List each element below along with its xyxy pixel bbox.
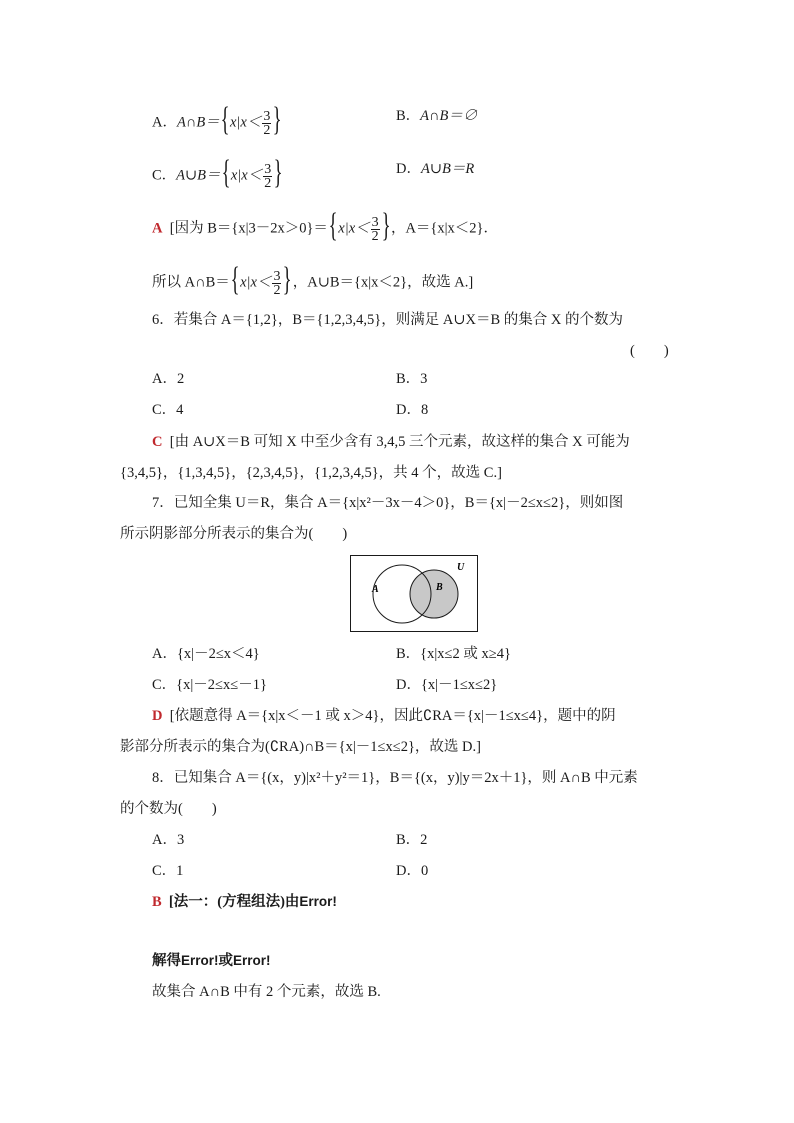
q5-option-a: A．A∩B＝{x|x＜ $\frac{3}{2}$ } xyxy=(152,101,283,138)
answer-letter: C xyxy=(152,434,163,450)
q7-option-c: C．{x|－2≤x≤－1} xyxy=(152,677,267,693)
error-placeholder: Error! xyxy=(233,953,271,968)
q6-option-b: B．3 xyxy=(396,371,428,387)
q6-option-a: A．2 xyxy=(152,371,185,387)
error-placeholder: Error! xyxy=(299,894,337,909)
q8-explanation-line3: 故集合 A∩B 中有 2 个元素，故选 B. xyxy=(152,984,381,1000)
q7-option-d: D．{x|－1≤x≤2} xyxy=(396,677,498,693)
venn-label-b: B xyxy=(436,582,443,593)
q5-explanation-line1: A [因为 B＝{x|3－2x＞0}＝{x|x＜ $\frac{3}{2}$ }，A＝{x|x＜2}． xyxy=(152,207,498,244)
q7-option-b: B．{x|x≤2 或 x≥4} xyxy=(396,646,511,662)
q8-explanation-line2: 解得Error!或Error! xyxy=(152,953,271,969)
q6-option-c: C．4 xyxy=(152,402,184,418)
q8-option-b: B．2 xyxy=(396,832,428,848)
venn-label-u: U xyxy=(457,562,465,573)
q5-option-c: C．A∪B＝{x|x＜ $\frac{3}{2}$ } xyxy=(152,154,283,191)
q8-option-a: A．3 xyxy=(152,832,185,848)
q8-stem-line1: 8．已知集合 A＝{(x，y)|x²＋y²＝1}，B＝{(x，y)|y＝2x＋1}，则 A∩B 中元素 xyxy=(152,770,638,786)
q7-explanation-line1: D [依题意得 A＝{x|x＜－1 或 x＞4}，因此∁RA＝{x|－1≤x≤4}，题中的阴 xyxy=(152,708,616,724)
fraction: $\frac{3}{2}$ xyxy=(263,108,271,138)
q5-option-d: D．A∪B＝R xyxy=(396,161,475,177)
q8-option-d: D．0 xyxy=(396,863,429,879)
q8-explanation-line1: B [法一：(方程组法)由Error! xyxy=(152,894,337,910)
q5-option-b: B．A∩B＝∅ xyxy=(396,108,478,124)
q6-option-d: D．8 xyxy=(396,402,429,418)
q5-explanation-line2: 所以 A∩B＝{x|x＜ $\frac{3}{2}$ }，A∪B＝{x|x＜2}，故选 A.] xyxy=(152,261,474,298)
q8-option-c: C．1 xyxy=(152,863,184,879)
error-placeholder: Error! xyxy=(181,953,219,968)
q7-stem-line2: 所示阴影部分所表示的集合为( ) xyxy=(120,526,348,542)
q6-explanation-line2: {3,4,5}，{1,3,4,5}，{2,3,4,5}，{1,2,3,4,5}，共 4 个，故选 C.] xyxy=(120,465,502,481)
q7-option-a: A．{x|－2≤x＜4} xyxy=(152,646,260,662)
q6-stem: 6．若集合 A＝{1,2}，B＝{1,2,3,4,5}，则满足 A∪X＝B 的集合 X 的个数为 xyxy=(152,312,623,328)
venn-diagram xyxy=(350,555,478,633)
q6-answer-paren: ( ) xyxy=(630,343,669,359)
venn-label-a: A xyxy=(372,584,379,595)
answer-letter: D xyxy=(152,708,163,724)
q7-stem-line1: 7．已知全集 U＝R，集合 A＝{x|x²－3x－4＞0}，B＝{x|－2≤x≤2}，则如图 xyxy=(152,495,624,511)
q6-explanation-line1: C [由 A∪X＝B 可知 X 中至少含有 3,4,5 三个元素，故这样的集合 X 可能为 xyxy=(152,434,630,450)
q7-explanation-line2: 影部分所表示的集合为(∁RA)∩B＝{x|－1≤x≤2}，故选 D.] xyxy=(120,739,481,755)
answer-letter: A xyxy=(152,220,163,237)
answer-letter: B xyxy=(152,894,162,910)
q8-stem-line2: 的个数为( ) xyxy=(120,801,217,817)
